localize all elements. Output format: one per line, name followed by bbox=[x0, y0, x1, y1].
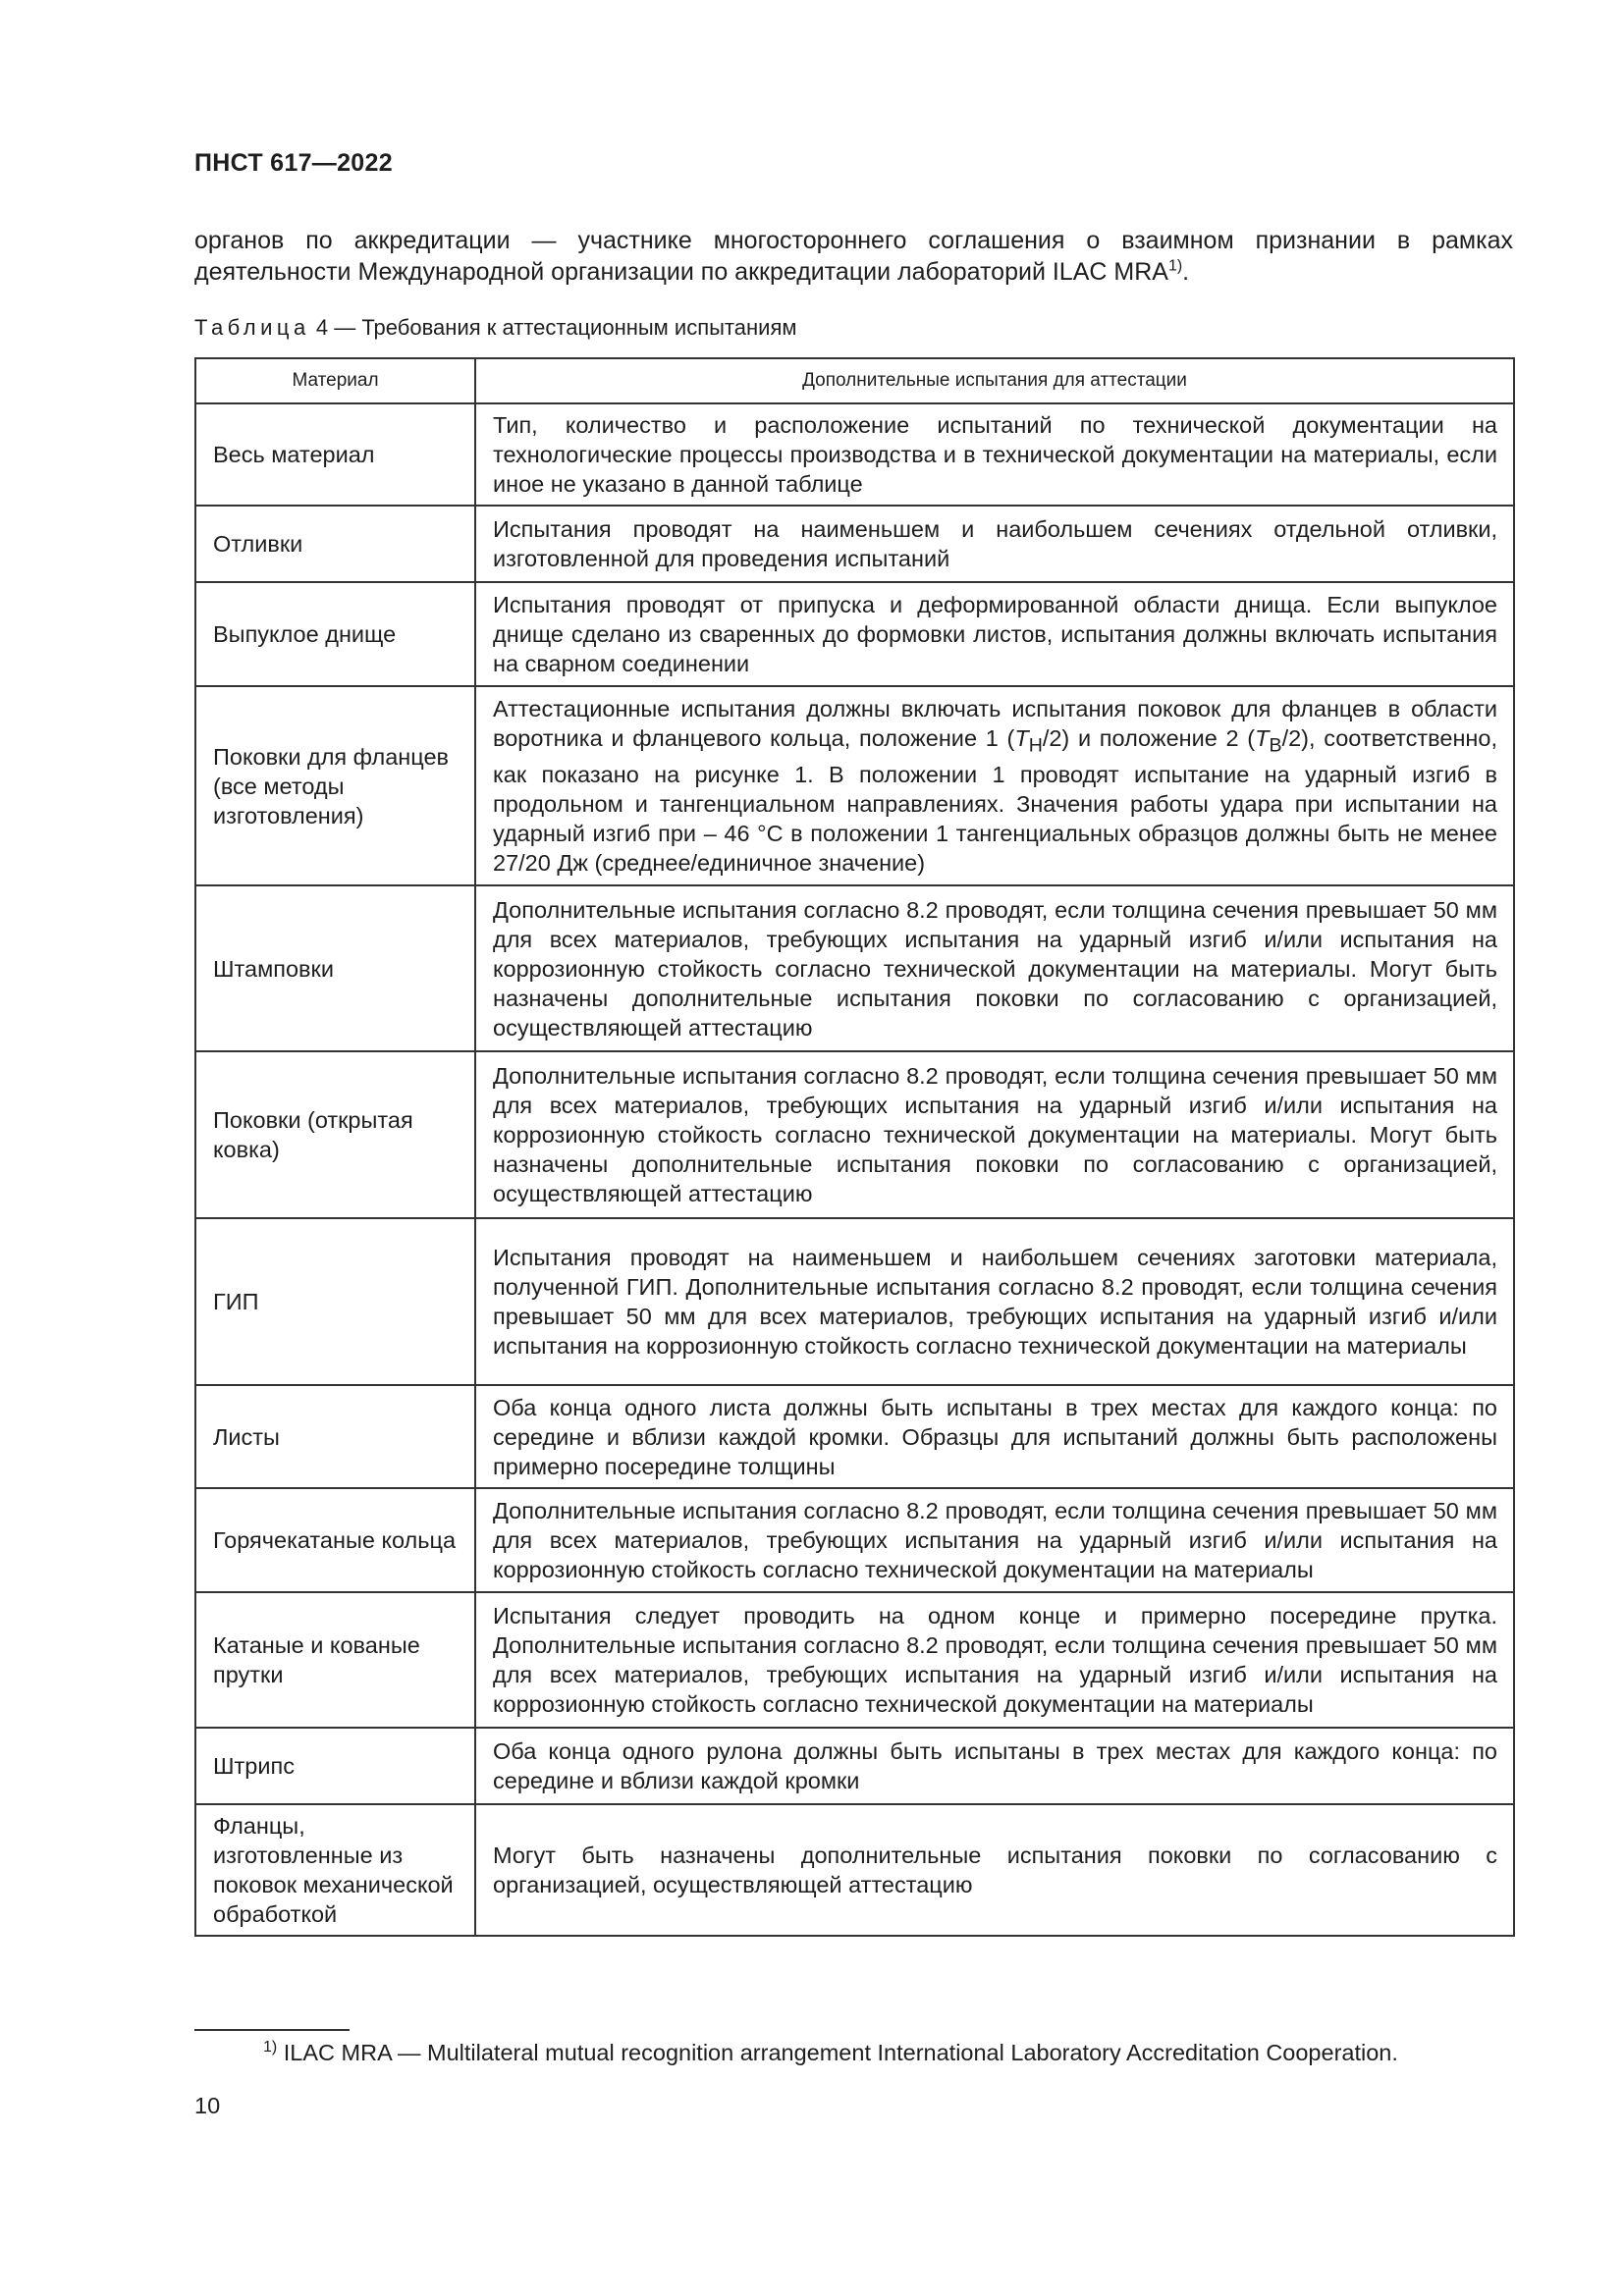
tests-text-part: /2), соответственно, как показано на рисунке 1. В положении 1 проводят испытание на ударный изгиб в продольном и тангенциальном направлениях. Значения работы удара при испытании на ударный изгиб при – 46 °С в положении 1 тангенциальных образцов должны быть не менее 27/20 Дж (среднее/единичное значение) bbox=[493, 724, 1497, 877]
tests-cell: Оба конца одного листа должны быть испытаны в трех местах для каждого конца: по середине и вблизи каждой кромки. Образцы для испытаний должны быть расположены примерно посередине толщины bbox=[475, 1385, 1514, 1488]
table-row bbox=[195, 403, 1514, 506]
header-material: Материал bbox=[195, 358, 475, 403]
table-row bbox=[195, 1728, 1514, 1804]
tests-cell: Тип, количество и расположение испытаний по технической документации на технологические процессы производства и в технической документации на материалы, если иное не указано в данной таблице bbox=[475, 403, 1514, 506]
tests-text-part: /2) и положение 2 ( bbox=[1042, 724, 1256, 751]
material-cell: Выпуклое днище bbox=[195, 582, 475, 686]
tests-cell: Испытания проводят на наименьшем и наибольшем сечениях заготовки материала, полученной ГИП. Дополнительные испытания согласно 8.2 проводят, если толщина сечения превышает 50 мм для всех материалов, требующих испытания на ударный изгиб и/или испытания на коррозионную стойкость согласно технической документации на материалы bbox=[475, 1218, 1514, 1385]
table-row bbox=[195, 1051, 1514, 1218]
header-tests: Дополнительные испытания для аттестации bbox=[475, 358, 1514, 403]
tests-cell: Испытания проводят на наименьшем и наибольшем сечениях отдельной отливки, изготовленной для проведения испытаний bbox=[475, 506, 1514, 582]
table-caption bbox=[194, 315, 796, 341]
subscript-h: Н bbox=[1028, 734, 1043, 757]
material-cell: ГИП bbox=[195, 1218, 475, 1385]
table-caption-text: 4 — Требования к аттестационным испытаниям bbox=[315, 315, 797, 340]
tests-cell: Дополнительные испытания согласно 8.2 проводят, если толщина сечения превышает 50 мм для всех материалов, требующих испытания на ударный изгиб и/или испытания на коррозионную стойкость согласно технической документации на материалы bbox=[475, 1488, 1514, 1592]
material-cell: Катаные и кованые прутки bbox=[195, 1592, 475, 1728]
table-row bbox=[195, 885, 1514, 1051]
tests-text-part: Аттестационные испытания должны включать испытания поковок для фланцев в области воротника и фланцевого кольца, положение 1 ( bbox=[493, 695, 1497, 751]
tests-cell: Дополнительные испытания согласно 8.2 проводят, если толщина сечения превышает 50 мм для всех материалов, требующих испытания на ударный изгиб и/или испытания на коррозионную стойкость согласно технической документации на материалы. Могут быть назначены дополнительные испытания поковки по согласованию с организацией, осуществляющей аттестацию bbox=[475, 885, 1514, 1051]
intro-paragraph bbox=[194, 225, 1513, 288]
table-header-row bbox=[195, 358, 1514, 403]
footnote-text: ILAC MRA — Multilateral mutual recognition arrangement International Laboratory Accreditation Cooperation. bbox=[277, 2040, 1398, 2065]
tests-cell: Оба конца одного рулона должны быть испытаны в трех местах для каждого конца: по середине и вблизи каждой кромки bbox=[475, 1728, 1514, 1804]
table-row bbox=[195, 1804, 1514, 1936]
material-cell: Поковки для фланцев (все методы изготовления) bbox=[195, 686, 475, 885]
tests-cell: Испытания следует проводить на одном конце и примерно посередине прутка. Дополнительные испытания согласно 8.2 проводят, если толщина сечения превышает 50 мм для всех материалов, требующих испытания на ударный изгиб и/или испытания на коррозионную стойкость согласно технической документации на материалы bbox=[475, 1592, 1514, 1728]
material-cell: Фланцы, изготовленные из поковок механической обработкой bbox=[195, 1804, 475, 1936]
tests-cell bbox=[475, 686, 1514, 885]
table-caption-label: Таблица bbox=[194, 315, 310, 340]
table-row bbox=[195, 582, 1514, 686]
table-row bbox=[195, 506, 1514, 582]
intro-text: органов по аккредитации — участнике многостороннего соглашения о взаимном признании в рамках деятельности Международной организации по аккредитации лабораторий ILAC MRA bbox=[194, 227, 1513, 286]
table-row bbox=[195, 1488, 1514, 1592]
page-number: 10 bbox=[194, 2093, 221, 2118]
tests-cell: Дополнительные испытания согласно 8.2 проводят, если толщина сечения превышает 50 мм для всех материалов, требующих испытания на ударный изгиб и/или испытания на коррозионную стойкость согласно технической документации на материалы. Могут быть назначены дополнительные испытания поковки по согласованию с организацией, осуществляющей аттестацию bbox=[475, 1051, 1514, 1218]
requirements-table bbox=[194, 357, 1515, 1937]
tests-cell: Испытания проводят от припуска и деформированной области днища. Если выпуклое днище сделано из сваренных до формовки листов, испытания должны включать испытания на сварном соединении bbox=[475, 582, 1514, 686]
table-row bbox=[195, 686, 1514, 885]
material-cell: Листы bbox=[195, 1385, 475, 1488]
material-cell: Весь материал bbox=[195, 403, 475, 506]
footnote-divider bbox=[194, 2029, 350, 2031]
material-cell: Отливки bbox=[195, 506, 475, 582]
footnote-reference[interactable]: 1) bbox=[1167, 257, 1183, 275]
material-cell: Горячекатаные кольца bbox=[195, 1488, 475, 1592]
table-row bbox=[195, 1592, 1514, 1728]
material-cell: Штамповки bbox=[195, 885, 475, 1051]
footnote-marker: 1) bbox=[263, 2039, 278, 2056]
table-row bbox=[195, 1385, 1514, 1488]
tests-cell: Могут быть назначены дополнительные испытания поковки по согласованию с организацией, осуществляющей аттестацию bbox=[475, 1804, 1514, 1936]
subscript-v: В bbox=[1269, 734, 1282, 757]
symbol-t: T bbox=[1014, 724, 1029, 751]
material-cell: Штрипс bbox=[195, 1728, 475, 1804]
standard-code: ПНСТ 617—2022 bbox=[194, 149, 393, 177]
footnote bbox=[263, 2040, 1398, 2066]
intro-end: . bbox=[1182, 258, 1190, 286]
symbol-t: T bbox=[1255, 724, 1270, 751]
table-row bbox=[195, 1218, 1514, 1385]
material-cell: Поковки (открытая ковка) bbox=[195, 1051, 475, 1218]
